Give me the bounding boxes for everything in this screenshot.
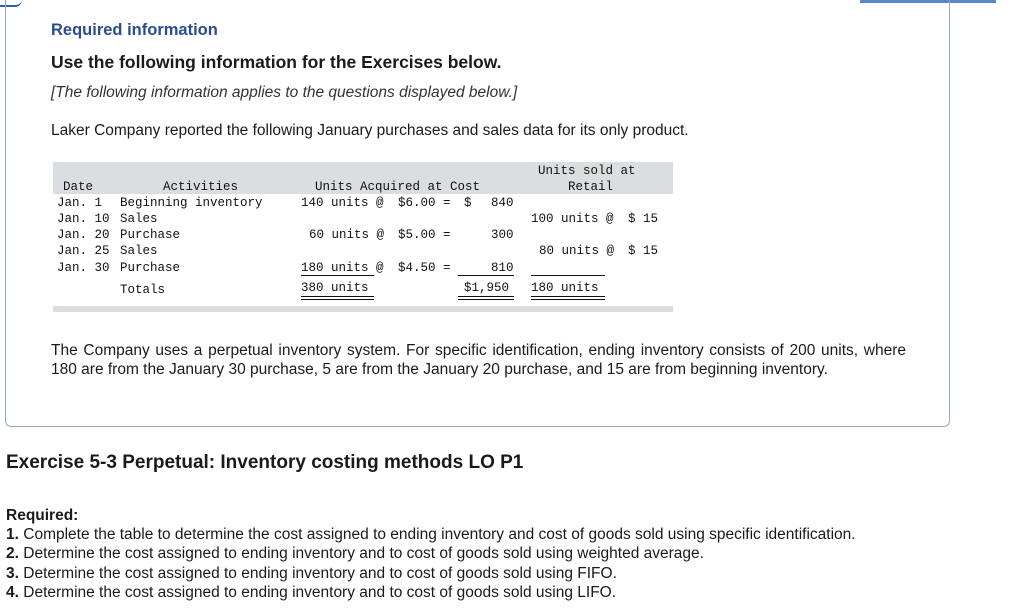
required-item-number: 1. [6,526,19,543]
double-underline-acq-units-2 [301,299,374,300]
intro-text: Laker Company reported the following January purchases and sales data for its only product. [51,122,689,139]
header-units-sold-line2: Retail [568,180,614,194]
required-information-heading: Required information [51,21,218,39]
row-sold-units: 100 units @ [531,212,614,226]
row-acq-total: 300 [491,228,514,242]
double-underline-sold-units-1 [531,296,605,297]
required-item-number: 3. [6,565,19,582]
totals-acq-total: $1,950 [464,281,510,295]
required-item [6,565,617,583]
row-sold-price: $ 15 [628,212,659,226]
row-date: Jan. 20 [57,228,110,242]
double-underline-acq-total-2 [458,299,514,300]
row-acq-price: $4.50 = [398,261,451,275]
row-activity: Purchase [120,261,181,275]
double-underline-acq-total-1 [458,296,514,297]
row-acq-units: 60 units @ [309,228,385,242]
perpetual-system-note: The Company uses a perpetual inventory system. For specific identification, ending inventory consists of 200 units, where 180 are from the January 30 purchase, 5 are from the January 20 purchase, and 15 are from beginning inventory. [51,342,906,378]
exercise-title: Exercise 5-3 Perpetual: Inventory costing methods LO P1 [6,452,524,473]
required-item-text: Determine the cost assigned to ending inventory and to cost of goods sold using LIFO. [23,584,617,601]
row-acq-price: $6.00 = [398,196,451,210]
totals-sold-units: 180 units [531,281,599,295]
double-underline-acq-units-1 [301,296,374,297]
required-label: Required: [6,507,79,524]
header-units-sold-line1: Units sold at [538,164,636,178]
required-item [6,584,616,602]
row-date: Jan. 30 [57,261,110,275]
row-activity: Purchase [120,228,181,242]
totals-label: Totals [120,283,166,297]
required-item-text: Determine the cost assigned to ending inventory and to cost of goods sold using weighted average. [23,545,704,562]
double-underline-sold-units-2 [531,299,605,300]
header-date: Date [63,180,94,194]
row-activity: Sales [120,244,158,258]
required-item-text: Determine the cost assigned to ending inventory and to cost of goods sold using FIFO. [23,565,617,582]
row-acq-price: $5.00 = [398,228,451,242]
underline-acq-total [458,275,514,276]
underline-acq-units [301,275,374,276]
required-item-number: 2. [6,545,19,562]
row-acq-total: 840 [491,196,514,210]
row-date: Jan. 1 [57,196,103,210]
row-sold-price: $ 15 [628,244,659,258]
row-activity: Beginning inventory [120,196,263,210]
required-item [6,526,856,544]
required-item [6,545,704,563]
required-item-number: 4. [6,584,19,601]
totals-acq-units: 380 units [301,281,369,295]
required-item-text: Complete the table to determine the cost assigned to ending inventory and cost of goods sold using specific identification. [23,526,856,543]
row-sold-units: 80 units @ [539,244,615,258]
table-footer-bar [53,306,673,312]
row-acq-units: 140 units @ [301,196,384,210]
header-units-acquired: Units Acquired at Cost [315,180,481,194]
use-following-heading: Use the following information for the Exercises below. [51,52,502,72]
row-date: Jan. 25 [57,244,110,258]
row-activity: Sales [120,212,158,226]
row-acq-total: 810 [491,261,514,275]
underline-sold-units [531,275,605,276]
header-activities: Activities [163,180,239,194]
row-date: Jan. 10 [57,212,110,226]
row-acq-units: 180 units @ [301,261,384,275]
row-acq-dollar: $ [464,196,472,210]
applies-note: [The following information applies to the questions displayed below.] [51,84,518,101]
